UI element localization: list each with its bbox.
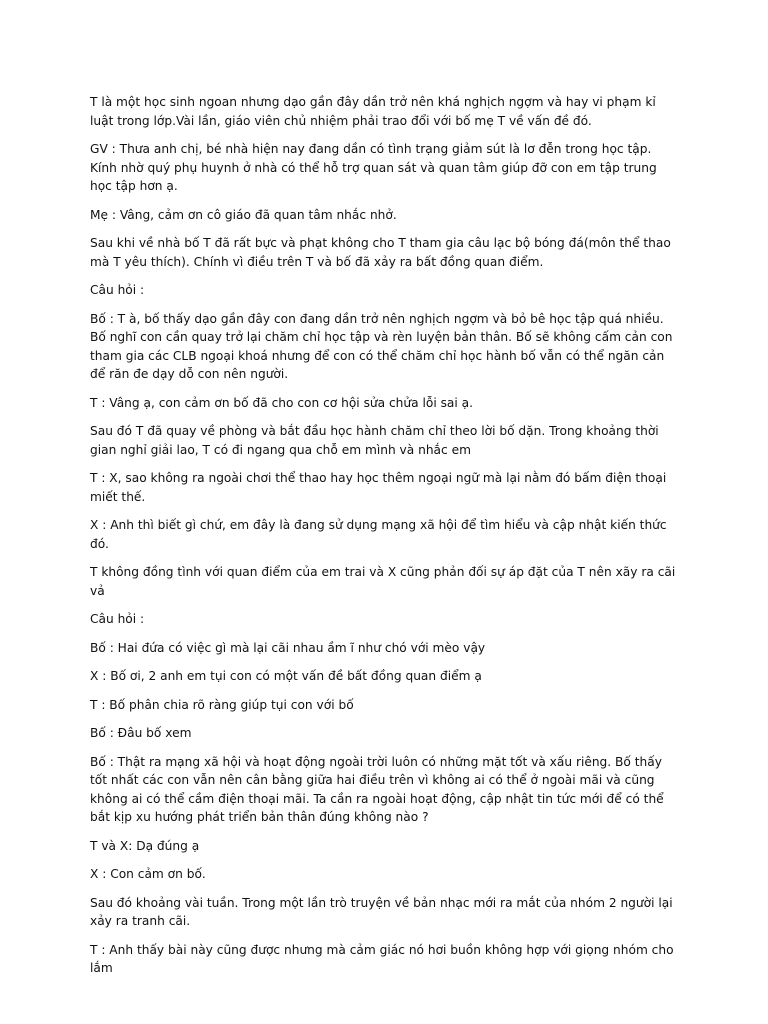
paragraph-narration: T không đồng tình với quan điểm của em trai và X cũng phản đối sự áp đặt của T nên xãy ra cãi vả [90,565,676,598]
document-body [90,93,678,988]
paragraph-x-line: X : Anh thì biết gì chứ, em đây là đang sử dụng mạng xã hội để tìm hiểu và cập nhật kiến thức đó. [90,518,667,551]
paragraph-narration: Sau đó khoảng vài tuần. Trong một lần trò truyện về bản nhạc mới ra mắt của nhóm 2 người lại xảy ra tranh cãi. [90,895,673,928]
paragraph-t-reply: T : Vâng ạ, con cảm ơn bố đã cho con cơ hội sửa chửa lỗi sai ạ. [90,395,473,410]
paragraph-father: Bố : Hai đứa có việc gì mà lại cãi nhau ầm ĩ như chó với mèo vậy [90,640,486,655]
paragraph-t-line: T : Anh thấy bài này cũng được nhưng mà cảm giác nó hơi buồn không hợp với giọng nhóm cho lắm [90,942,674,975]
paragraph-father: Bố : Thật ra mạng xã hội và hoạt động ngoài trời luôn có những mặt tốt và xấu riêng. Bố thấy tốt nhất các con vẫn nên cân bằng giữa hai điều trên vì không ai có thể ở ngoài mãi và cũng không ai có thể cầm điện thoại mãi. Ta cần ra ngoài hoạt động, cập nhật tin tức mới để có thể bắt kịp xu hướng phát triển bản thân đúng không nào ? [90,754,664,824]
paragraph-t-line: T : Bố phân chia rõ ràng giúp tụi con với bố [90,697,354,712]
paragraph-x-line: X : Bố ơi, 2 anh em tụi con có một vấn đề bất đồng quan điểm ạ [90,669,482,683]
paragraph-x-line: X : Con cảm ơn bố. [90,867,206,881]
paragraph-narration: Sau đó T đã quay về phòng và bắt đầu học hành chăm chỉ theo lời bố dặn. Trong khoảng thời gian nghỉ giải lao, T có đi ngang qua chỗ em mình và nhắc em [90,424,659,457]
paragraph-narration: Sau khi về nhà bố T đã rất bực và phạt không cho T tham gia câu lạc bộ bóng đá(môn thể thao mà T yêu thích). Chính vì điều trên T và bố đã xảy ra bất đồng quan điểm. [90,236,671,269]
paragraph-t-and-x: T và X: Dạ đúng ạ [90,838,200,853]
paragraph-intro: T là một học sinh ngoan nhưng dạo gần đây dần trở nên khá nghịch ngợm và hay vi phạm kỉ luật trong lớp.Vài lần, giáo viên chủ nhiệm phải trao đổi với bố mẹ T về vấn đề đó. [90,95,656,128]
paragraph-t-line: T : X, sao không ra ngoài chơi thể thao hay học thêm ngoại ngữ mà lại nằm đó bấm điện thoại miết thế. [90,471,667,504]
paragraph-mother: Mẹ : Vâng, cảm ơn cô giáo đã quan tâm nhắc nhở. [90,207,397,222]
paragraph-teacher: GV : Thưa anh chị, bé nhà hiện nay đang dần có tình trạng giảm sút là lơ đễn trong học tập. Kính nhờ quý phụ huynh ở nhà có thể hỗ trợ quan sát và quan tâm giúp đỡ con em tập trung học tập hơn ạ. [90,142,657,193]
paragraph-question-heading: Câu hỏi : [90,283,145,297]
paragraph-father: Bố : T à, bố thấy dạo gần đây con đang dần trở nên nghịch ngợm và bỏ bê học tập quá nhiều. Bố nghĩ con cần quay trở lại chăm chỉ học tập và rèn luyện bản thân. Bố sẽ không cấm cản con tham gia các CLB ngoại khoá nhưng để con có thể chăm chỉ học hành bố vẫn có thể ngăn cản để răn đe dạy dỗ con nên người. [90,311,673,381]
paragraph-father: Bố : Đâu bố xem [90,726,192,740]
paragraph-question-heading: Câu hỏi : [90,612,145,626]
